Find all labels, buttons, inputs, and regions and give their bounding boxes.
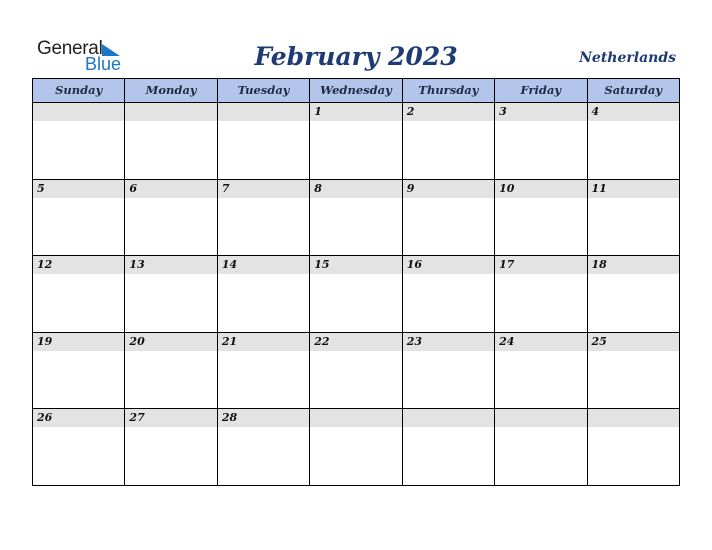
day-number-band — [403, 333, 494, 351]
day-number-band — [495, 180, 586, 198]
day-cell[interactable] — [310, 103, 402, 179]
logo-general-text: General — [37, 38, 103, 59]
day-number: 20 — [129, 334, 145, 348]
day-number: 3 — [499, 105, 507, 118]
day-cell[interactable] — [33, 103, 125, 179]
day-number: 9 — [406, 181, 415, 195]
day-number: 21 — [221, 334, 238, 348]
day-number-band — [310, 103, 401, 121]
day-number-band — [33, 180, 124, 198]
weekday-friday: Friday — [495, 79, 587, 102]
day-number-band — [218, 333, 309, 351]
weekday-monday: Monday — [125, 79, 217, 102]
day-number-band — [588, 256, 679, 274]
day-cell[interactable] — [495, 103, 587, 179]
day-number-band — [495, 333, 586, 351]
day-number: 26 — [37, 411, 53, 425]
day-number-band — [218, 409, 309, 427]
day-number-band — [125, 103, 216, 121]
day-cell[interactable] — [588, 180, 679, 256]
day-number-band — [310, 256, 401, 274]
day-number-band — [33, 256, 124, 274]
day-cell[interactable] — [310, 180, 402, 256]
day-number: 14 — [221, 258, 238, 272]
day-number: 1 — [314, 105, 322, 118]
day-number: 10 — [499, 181, 515, 195]
day-cell[interactable] — [218, 103, 310, 179]
day-number-band — [403, 180, 494, 198]
day-cell[interactable] — [403, 103, 495, 179]
day-cell[interactable] — [218, 256, 310, 332]
day-number-band — [310, 333, 401, 351]
day-number-band — [33, 103, 124, 121]
day-cell[interactable] — [125, 333, 217, 409]
day-number: 23 — [406, 334, 422, 348]
day-number: 6 — [129, 181, 138, 195]
day-number-band — [403, 256, 494, 274]
day-cell[interactable] — [33, 409, 125, 485]
day-number: 8 — [314, 181, 322, 195]
weekday-wednesday: Wednesday — [310, 79, 402, 102]
week-row — [33, 256, 679, 333]
day-number: 12 — [37, 258, 53, 272]
day-cell[interactable] — [310, 256, 402, 332]
country-label: Netherlands — [579, 50, 676, 66]
day-cell[interactable] — [310, 409, 402, 485]
day-cell[interactable] — [218, 333, 310, 409]
day-cell[interactable] — [588, 333, 679, 409]
day-cell[interactable] — [588, 409, 679, 485]
day-number-band — [588, 409, 679, 427]
day-number-band — [310, 409, 401, 427]
day-cell[interactable] — [403, 256, 495, 332]
day-number-band — [588, 103, 679, 121]
weekday-tuesday: Tuesday — [218, 79, 310, 102]
day-number: 16 — [406, 258, 422, 272]
day-number-band — [33, 409, 124, 427]
day-number-band — [125, 333, 216, 351]
day-number: 19 — [37, 334, 53, 348]
day-cell[interactable] — [33, 256, 125, 332]
day-cell[interactable] — [218, 180, 310, 256]
day-number-band — [310, 180, 401, 198]
day-cell[interactable] — [495, 256, 587, 332]
weekday-sunday: Sunday — [33, 79, 125, 102]
day-number: 2 — [406, 105, 415, 118]
day-cell[interactable] — [588, 256, 679, 332]
day-number-band — [33, 333, 124, 351]
week-row — [33, 409, 679, 485]
day-cell[interactable] — [403, 409, 495, 485]
day-number: 25 — [591, 334, 607, 348]
day-number-band — [125, 256, 216, 274]
day-number-band — [218, 180, 309, 198]
weekday-header-row — [33, 79, 679, 103]
day-number: 13 — [129, 258, 145, 272]
day-cell[interactable] — [495, 333, 587, 409]
day-cell[interactable] — [588, 103, 679, 179]
day-number: 17 — [499, 258, 515, 272]
day-cell[interactable] — [403, 180, 495, 256]
day-number: 11 — [591, 181, 607, 195]
day-number: 27 — [129, 411, 145, 425]
day-cell[interactable] — [125, 180, 217, 256]
week-row — [33, 103, 679, 180]
day-number-band — [495, 103, 586, 121]
day-number-band — [218, 256, 309, 274]
day-number: 18 — [591, 258, 607, 272]
day-number-band — [218, 103, 309, 121]
day-number: 5 — [37, 181, 45, 195]
day-number-band — [495, 409, 586, 427]
weeks-container — [33, 103, 679, 485]
day-cell[interactable] — [495, 409, 587, 485]
calendar-title: February 2023 — [254, 42, 458, 71]
day-number: 15 — [314, 258, 330, 272]
day-number: 22 — [314, 334, 330, 348]
week-row — [33, 180, 679, 257]
day-number-band — [588, 333, 679, 351]
day-number: 7 — [221, 181, 230, 195]
day-number: 24 — [499, 334, 515, 348]
day-cell[interactable] — [218, 409, 310, 485]
day-cell[interactable] — [33, 333, 125, 409]
day-number-band — [495, 256, 586, 274]
day-number-band — [125, 409, 216, 427]
day-cell[interactable] — [125, 409, 217, 485]
day-number-band — [125, 180, 216, 198]
day-cell[interactable] — [33, 180, 125, 256]
day-cell[interactable] — [125, 103, 217, 179]
week-row — [33, 333, 679, 410]
weekday-thursday: Thursday — [403, 79, 495, 102]
day-cell[interactable] — [495, 180, 587, 256]
day-number-band — [403, 409, 494, 427]
day-cell[interactable] — [125, 256, 217, 332]
day-number-band — [588, 180, 679, 198]
logo-blue-text: Blue — [85, 54, 122, 74]
day-number: 4 — [591, 105, 600, 118]
day-number-band — [403, 103, 494, 121]
day-cell[interactable] — [310, 333, 402, 409]
calendar-grid — [32, 78, 680, 486]
day-cell[interactable] — [403, 333, 495, 409]
day-number: 28 — [221, 411, 238, 425]
weekday-saturday: Saturday — [604, 83, 663, 97]
